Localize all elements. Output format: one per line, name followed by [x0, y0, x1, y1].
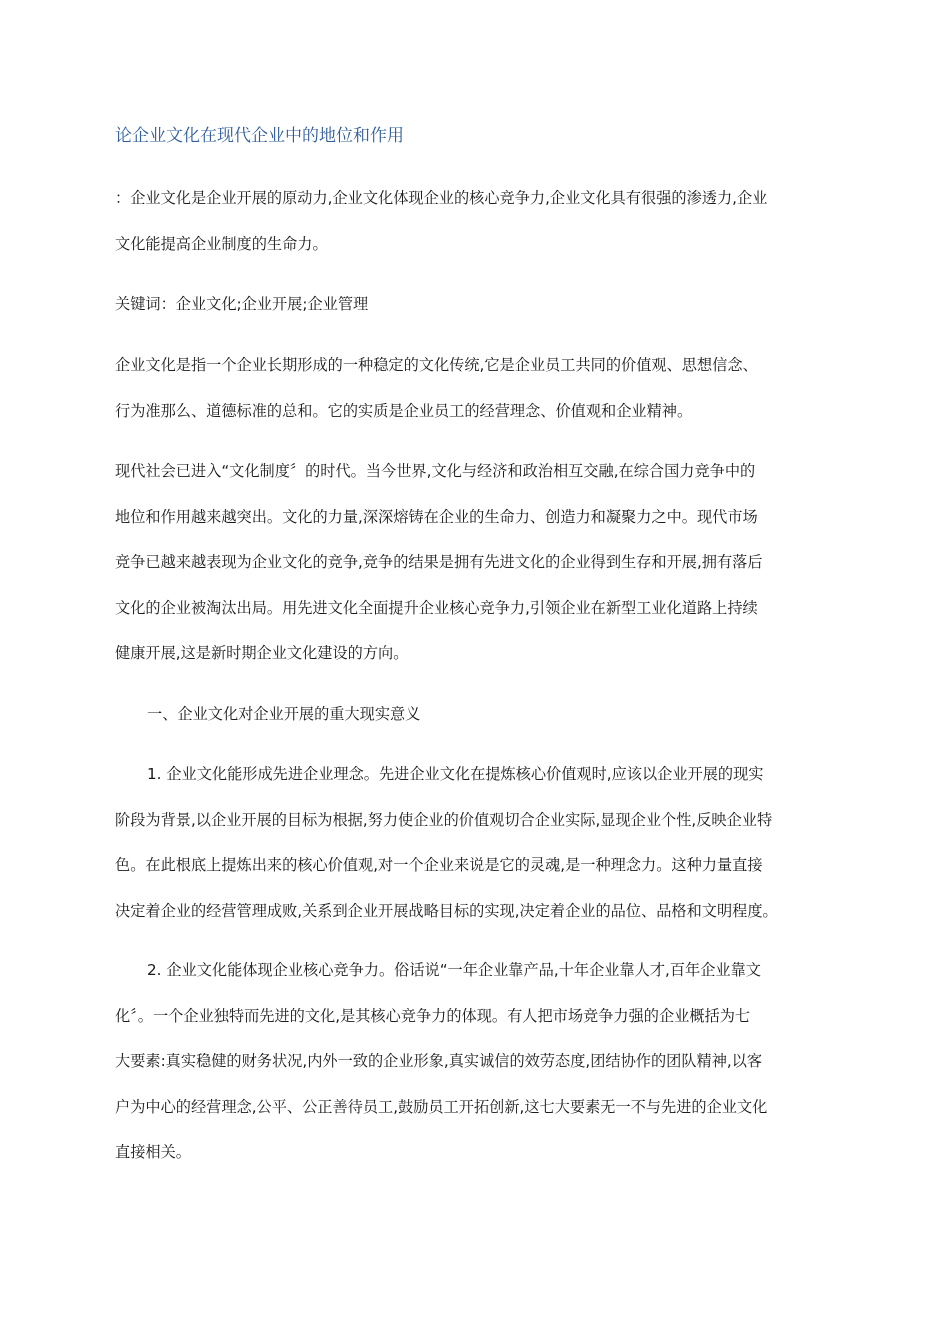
paragraph-line: 行为准那么、道德标准的总和。它的实质是企业员工的经营理念、价值观和企业精神。 — [115, 401, 693, 420]
abstract-line-2: 文化能提高企业制度的生命力。 — [115, 234, 328, 253]
keywords-text: 关键词：企业文化;企业开展;企业管理 — [115, 295, 369, 313]
paragraph-line: 色。在此根底上提炼出来的核心价值观,对一个企业来说是它的灵魂,是一种理念力。这种力量直接 — [115, 856, 763, 874]
paragraph-line: 大要素:真实稳健的财务状况,内外一致的企业形象,真实诚信的效劳态度,团结协作的团队精神,以客 — [115, 1052, 763, 1070]
paragraph-line: 化〞。一个企业独特而先进的文化,是其核心竞争力的体现。有人把市场竞争力强的企业概括为七 — [115, 1006, 751, 1025]
paragraph-line: 决定着企业的经营管理成败,关系到企业开展战略目标的实现,决定着企业的品位、品格和文明程度。 — [115, 901, 778, 920]
paragraph-line: 健康开展,这是新时期企业文化建设的方向。 — [115, 644, 409, 662]
paragraph-point-2 — [115, 948, 845, 1176]
paragraph-definition — [115, 343, 845, 434]
document-title: 论企业文化在现代企业中的地位和作用 — [115, 126, 404, 146]
paragraph-line: 2. 企业文化能体现企业核心竞争力。俗话说“一年企业靠产品,十年企业靠人才,百年企业靠文 — [147, 961, 761, 979]
paragraph-line: 1. 企业文化能形成先进企业理念。先进企业文化在提炼核心价值观时,应该以企业开展的现实 — [147, 765, 764, 783]
abstract-line-1: ：企业文化是企业开展的原动力,企业文化体现企业的核心竞争力,企业文化具有很强的渗透力,企业 — [115, 189, 768, 207]
paragraph-point-1 — [115, 752, 845, 934]
paragraph-line: 企业文化是指一个企业长期形成的一种稳定的文化传统,它是企业员工共同的价值观、思想信念、 — [115, 356, 758, 374]
section-heading-text: 一、企业文化对企业开展的重大现实意义 — [147, 705, 421, 723]
paragraph-line: 现代社会已进入“文化制度〞的时代。当今世界,文化与经济和政治相互交融,在综合国力竞争中的 — [115, 462, 756, 480]
paragraph-line: 地位和作用越来越突出。文化的力量,深深熔铸在企业的生命力、创造力和凝聚力之中。现代市场 — [115, 507, 758, 526]
paragraph-line: 阶段为背景,以企业开展的目标为根据,努力使企业的价值观切合企业实际,显现企业个性,反映企业特 — [115, 810, 773, 829]
paragraph-line: 文化的企业被淘汰出局。用先进文化全面提升企业核心竞争力,引领企业在新型工业化道路上持续 — [115, 598, 758, 617]
paragraph-line: 直接相关。 — [115, 1143, 191, 1161]
section-heading-one — [115, 692, 845, 738]
paragraph-line: 户为中心的经营理念,公平、公正善待员工,鼓励员工开拓创新,这七大要素无一不与先进的企业文化 — [115, 1097, 768, 1116]
paragraph-line: 竞争已越来越表现为企业文化的竞争,竞争的结果是拥有先进文化的企业得到生存和开展,拥有落后 — [115, 553, 763, 571]
keywords-line — [115, 282, 845, 328]
paragraph-modern-society — [115, 449, 845, 677]
abstract-paragraph — [115, 176, 845, 267]
